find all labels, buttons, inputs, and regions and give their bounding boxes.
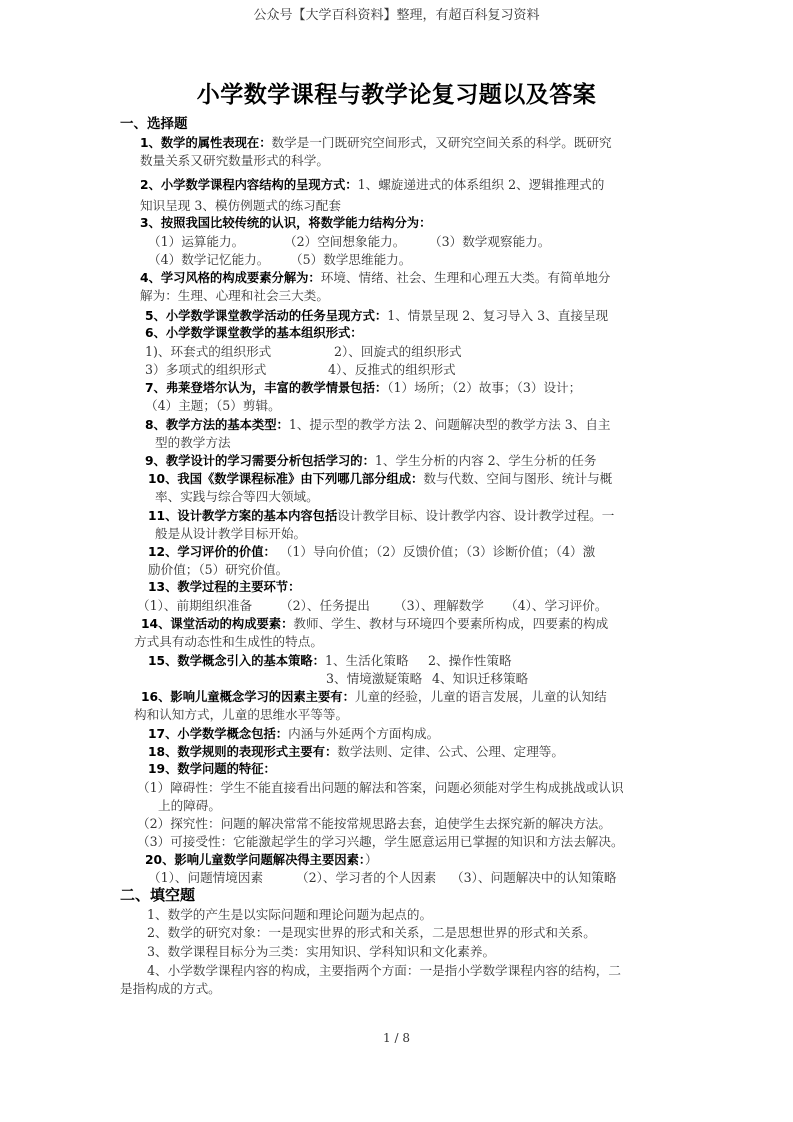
option: （2）、任务提出 [280,598,370,613]
question-label: 1、数学的属性表现在： [140,136,272,150]
item-4-cont: 解为：生理、心理和社会三大类。 [140,288,329,303]
item-13: 13、教学过程的主要环节： [148,580,301,594]
answer-text: （1）场所；（2）故事；（3）设计； [387,380,582,395]
item-1-cont: 数量关系又研究数量形式的科学。 [140,153,329,168]
question-label: 15、数学概念引入的基本策略： [148,654,325,668]
section-heading-choice: 一、选择题 [120,116,188,132]
answer-text: 1、提示型的教学方法 2、问题解决型的教学方法 3、自主 [288,417,611,432]
feature-line-cont: 上的障碍。 [158,798,221,813]
option: （1）、前期组织准备 [137,598,253,613]
item-3: 3、按照我国比较传统的认识，将数学能力结构分为： [140,216,432,230]
option: （4）、学习评价。 [505,598,608,613]
answer-text: 内涵与外延两个方面构成。 [288,726,440,741]
item-9 [145,452,596,470]
item-20 [145,851,378,869]
item-12-cont: 励价值；（5）研究价值。 [148,562,289,577]
page-number: 1 / 8 [383,1031,410,1045]
answer-text: ） [365,852,378,867]
fill-line: 1、数学的产生是以实际问题和理论问题为起点的。 [147,907,433,922]
question-label: 18、数学规则的表现形式主要有： [148,745,338,759]
question-label: 9、教学设计的学习需要分析包括学习的： [145,454,375,468]
answer-text: 数学是一门既研究空间形式，又研究空间关系的科学。既研究 [271,135,612,150]
option: （2）空间想象能力。 [284,234,406,249]
document-title: 小学数学课程与教学论复习题以及答案 [196,82,597,108]
question-label: 10、我国《数学课程标准》由下列哪几部分组成： [148,472,424,486]
item-2 [140,176,604,194]
option: 1、生活化策略 [324,653,409,668]
question-label: 12、学习评价的价值： [148,545,276,559]
answer-text: 环境、情绪、社会、生理和心理五大类。有简单地分 [320,270,611,285]
item-7 [145,379,581,397]
option: （3）、理解数学 [394,598,484,613]
question-label: 4、学习风格的构成要素分解为： [140,271,321,285]
item-15 [148,652,409,670]
question-label: 14、课堂活动的构成要素： [141,617,294,631]
item-16 [141,688,607,706]
question-label: 11、设计教学方案的基本内容包括 [148,509,338,523]
item-12 [148,543,595,561]
item-7-cont: （4）主题；（5）剪辑。 [145,398,281,413]
item-8 [145,416,611,434]
question-label: 5、小学数学课堂教学活动的任务呈现方式： [145,309,388,323]
fill-line-cont: 是指构成的方式。 [120,981,221,996]
item-19: 19、数学问题的特征： [148,762,276,776]
item-2-cont: 知识呈现 3、模仿例题式的练习配套 [140,198,341,213]
item-18 [148,743,564,761]
answer-text: 教师、学生、教材与环境四个要素所构成，四要素的构成 [293,616,609,631]
answer-text: 数学法则、定律、公式、公理、定理等。 [337,744,564,759]
option: （5）数学思维能力。 [290,252,412,267]
item-5 [145,307,608,325]
option: 3）多项式的组织形式 [145,362,267,377]
item-11 [148,507,614,525]
item-10-cont: 率、实践与综合等四大领域。 [155,489,319,504]
question-label: 16、影响儿童概念学习的因素主要有： [141,690,355,704]
section-heading-fill: 二、填空题 [120,886,196,904]
answer-text: 1、情景呈现 2、复习导入 3、直接呈现 [387,308,609,323]
option: 2、操作性策略 [428,653,512,668]
question-label: 17、小学数学概念包括： [148,727,289,741]
answer-text: 1、螺旋递进式的体系组织 2、逻辑推理式的 [357,177,605,192]
question-label: 2、小学数学课程内容结构的呈现方式： [140,178,358,192]
item-17 [148,725,439,743]
feature-line: （2）探究性：问题的解决常常不能按常规思路去套，迫使学生去探究新的解决方法。 [137,816,611,831]
fill-line: 2、数学的研究对象：一是现实世界的形式和关系，二是思想世界的形式和关系。 [147,925,596,940]
answer-text: （1）导向价值；（2）反馈价值；（3）诊断价值；（4）激 [275,544,596,559]
answer-text: 儿童的经验，儿童的语言发展，儿童的认知结 [354,689,607,704]
answer-text: 1、学生分析的内容 2、学生分析的任务 [374,453,597,468]
answer-text: 设计教学目标、设计教学内容、设计教学过程。一 [337,508,615,523]
item-10 [148,470,612,488]
item-11-cont: 般是从设计教学目标开始。 [155,526,307,541]
fill-line: 3、数学课程目标分为三类：实用知识、学科知识和文化素养。 [147,944,496,959]
option: （4）数学记忆能力。 [148,252,270,267]
feature-line: （1）障碍性：学生不能直接看出问题的解法和答案，问题必须能对学生构成挑战或认识 [137,780,624,795]
item-14-cont: 方式具有动态性和生成性的特点。 [134,634,323,649]
item-8-cont: 型的教学方法 [155,435,231,450]
option: （1）运算能力。 [148,234,245,249]
option: （2）、学习者的个人因素 [296,870,437,885]
item-1 [140,134,612,152]
item-6: 6、小学数学课堂教学的基本组织形式： [145,326,363,340]
option: 4、知识迁移策略 [432,671,529,686]
answer-text: 数与代数、空间与图形、统计与概 [423,471,613,486]
question-label: 7、弗莱登塔尔认为，丰富的教学情景包括： [145,381,388,395]
option: 3、情境激疑策略 [326,671,423,686]
option: （3）、问题解决中的认知策略 [451,870,617,885]
page-header-note: 公众号【大学百科资料】整理，有超百科复习资料 [253,8,540,23]
option: 2）、回旋式的组织形式 [334,344,462,359]
item-4 [140,269,610,287]
item-14 [141,615,608,633]
feature-line: （3）可接受性：它能激起学生的学习兴趣，学生愿意运用已掌握的知识和方法去解决。 [137,834,624,849]
item-16-cont: 构和认知方式，儿童的思维水平等等。 [134,707,349,722]
option: （3）数学观察能力。 [429,234,551,249]
option: 1)、环套式的组织形式 [145,344,272,359]
question-label: 20、影响儿童数学问题解决得主要因素： [145,853,366,867]
fill-line: 4、小学数学课程内容的构成，主要指两个方面：一是指小学数学课程内容的结构，二 [147,963,621,978]
option: 4）、反推式的组织形式 [328,362,456,377]
question-label: 8、教学方法的基本类型： [145,418,289,432]
option: （1）、问题情境因素 [148,870,264,885]
